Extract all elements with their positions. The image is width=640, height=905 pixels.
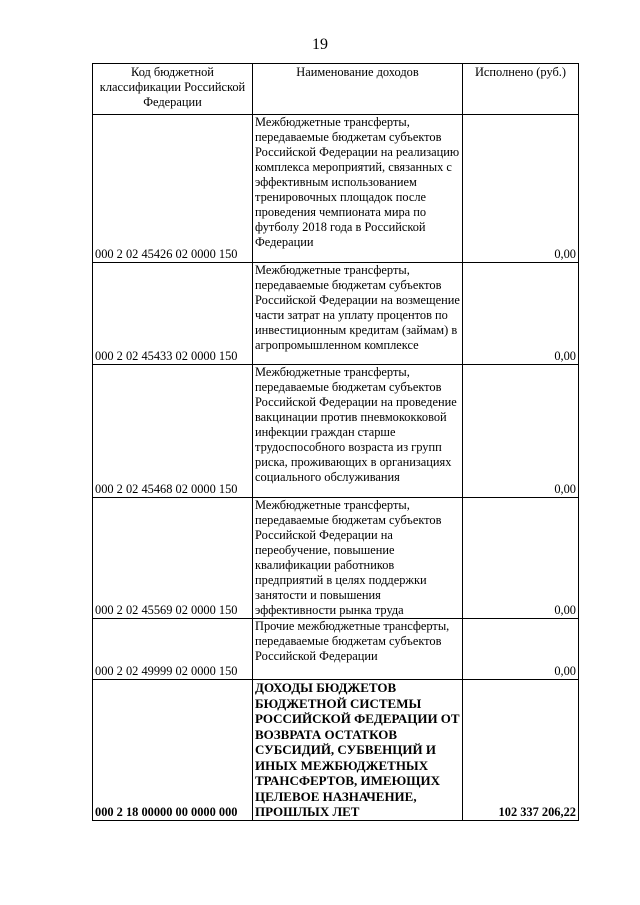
header-code: Код бюджетной классификации Российской Федерации: [93, 64, 253, 115]
table-row: [93, 498, 579, 619]
row-code: 000 2 02 45468 02 0000 150: [93, 365, 253, 498]
row-code: 000 2 02 45426 02 0000 150: [93, 115, 253, 263]
row-name: Прочие межбюджетные трансферты, передаваемые бюджетам субъектов Российской Федерации: [253, 619, 463, 680]
row-name: Межбюджетные трансферты, передаваемые бюджетам субъектов Российской Федерации на проведение вакцинации против пневмококковой инфекции граждан старше трудоспособного возраста из групп риска, проживающих в организациях социального обслуживания: [253, 365, 463, 498]
header-amount: Исполнено (руб.): [463, 64, 579, 115]
row-amount: 102 337 206,22: [463, 680, 579, 821]
table-row: [93, 365, 579, 498]
row-code: 000 2 02 49999 02 0000 150: [93, 619, 253, 680]
row-name: ДОХОДЫ БЮДЖЕТОВ БЮДЖЕТНОЙ СИСТЕМЫ РОССИЙСКОЙ ФЕДЕРАЦИИ ОТ ВОЗВРАТА ОСТАТКОВ СУБСИДИЙ, СУБВЕНЦИЙ И ИНЫХ МЕЖБЮДЖЕТНЫХ ТРАНСФЕРТОВ, ИМЕЮЩИХ ЦЕЛЕВОЕ НАЗНАЧЕНИЕ, ПРОШЛЫХ ЛЕТ: [253, 680, 463, 821]
row-code: 000 2 18 00000 00 0000 000: [93, 680, 253, 821]
row-name: Межбюджетные трансферты, передаваемые бюджетам субъектов Российской Федерации на переобучение, повышение квалификации работников предприятий в целях поддержки занятости и повышения эффективности рынка труда: [253, 498, 463, 619]
table-header-row: [93, 64, 579, 115]
table-row-total: [93, 680, 579, 821]
row-name: Межбюджетные трансферты, передаваемые бюджетам субъектов Российской Федерации на возмещение части затрат на уплату процентов по инвестиционным кредитам (займам) в агропромышленном комплексе: [253, 263, 463, 365]
row-code: 000 2 02 45569 02 0000 150: [93, 498, 253, 619]
row-code: 000 2 02 45433 02 0000 150: [93, 263, 253, 365]
income-table: [92, 63, 579, 821]
page-number: 19: [312, 36, 328, 53]
row-amount: 0,00: [463, 498, 579, 619]
table-row: [93, 263, 579, 365]
table-row: [93, 115, 579, 263]
header-name: Наименование доходов: [253, 64, 463, 115]
row-amount: 0,00: [463, 619, 579, 680]
row-amount: 0,00: [463, 115, 579, 263]
row-amount: 0,00: [463, 365, 579, 498]
row-name: Межбюджетные трансферты, передаваемые бюджетам субъектов Российской Федерации на реализацию комплекса мероприятий, связанных с эффективным использованием тренировочных площадок после проведения чемпионата мира по футболу 2018 года в Российской Федерации: [253, 115, 463, 263]
table-row: [93, 619, 579, 680]
row-amount: 0,00: [463, 263, 579, 365]
